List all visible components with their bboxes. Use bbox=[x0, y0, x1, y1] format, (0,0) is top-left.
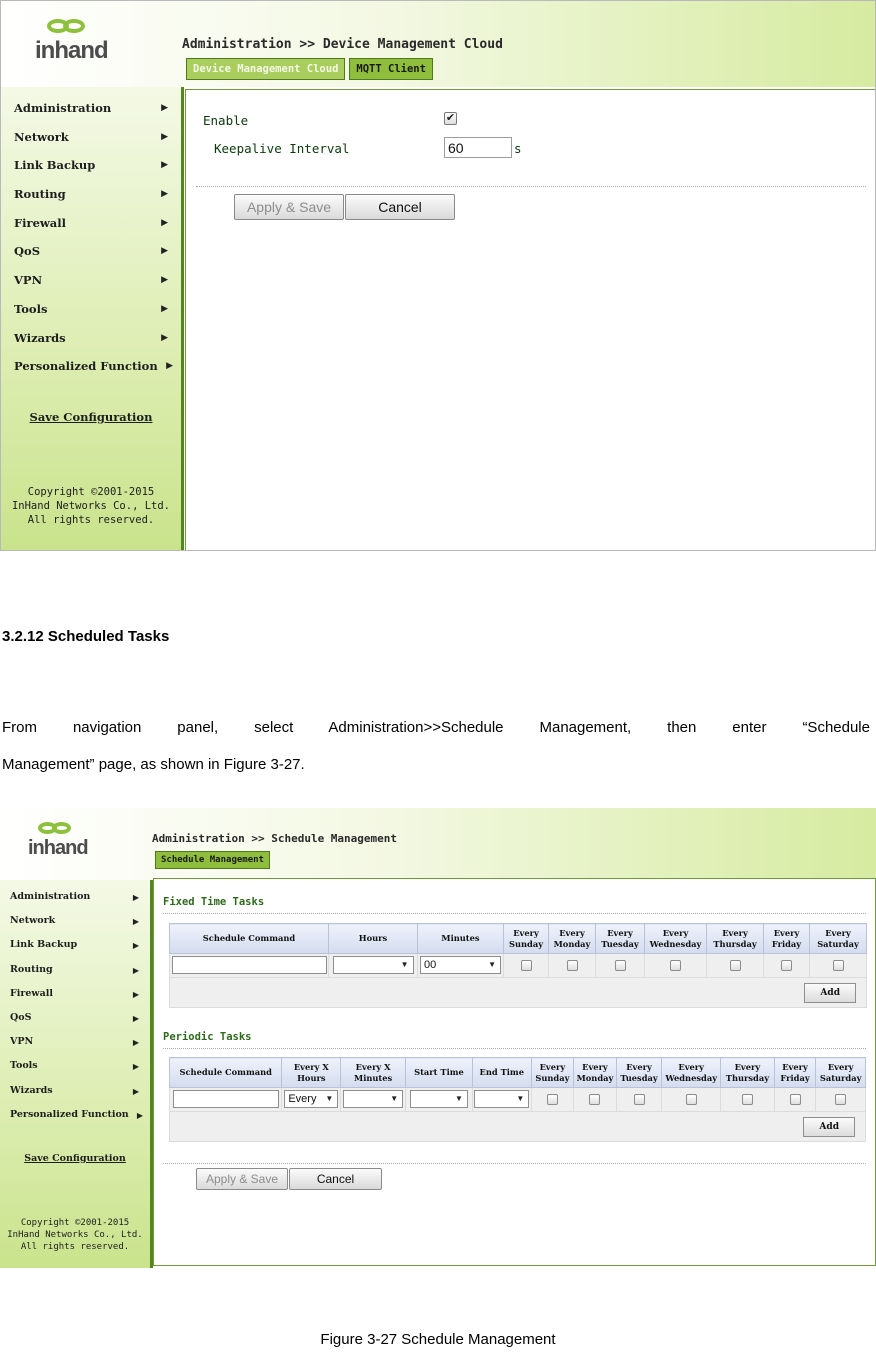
col-every-sunday: Every Sunday bbox=[504, 924, 549, 954]
every-wednesday-checkbox[interactable] bbox=[686, 1094, 697, 1105]
every-saturday-checkbox[interactable] bbox=[835, 1094, 846, 1105]
sidebar-item-network[interactable] bbox=[0, 909, 150, 933]
tab-device-management-cloud[interactable]: Device Management Cloud bbox=[186, 58, 345, 80]
col-every-friday: Every Friday bbox=[764, 924, 810, 954]
sidebar-item-firewall[interactable] bbox=[1, 209, 181, 238]
tab-bar bbox=[186, 58, 437, 80]
dropdown-arrow-icon: ▼ bbox=[390, 1094, 399, 1104]
save-configuration-link[interactable]: Save Configuration bbox=[29, 410, 153, 424]
every-thursday-checkbox[interactable] bbox=[730, 960, 741, 971]
sidebar-item-label: Network bbox=[10, 915, 56, 927]
paragraph-line: From navigation panel, select Administration>>Schedule Management, then enter “Schedule bbox=[2, 719, 870, 736]
hours-select[interactable] bbox=[333, 956, 414, 974]
col-every-wednesday: Every Wednesday bbox=[645, 924, 707, 954]
apply-save-button[interactable]: Apply & Save bbox=[234, 194, 344, 220]
caret-right-icon: ▶ bbox=[132, 964, 139, 975]
sidebar-item-label: Network bbox=[14, 129, 69, 144]
caret-right-icon: ▶ bbox=[132, 1085, 139, 1096]
sidebar-item-tools[interactable] bbox=[1, 295, 181, 324]
caret-right-icon: ▶ bbox=[161, 189, 168, 200]
sidebar-item-firewall[interactable] bbox=[0, 982, 150, 1006]
caret-right-icon: ▶ bbox=[161, 332, 168, 343]
sidebar-item-label: Tools bbox=[14, 301, 48, 316]
caret-right-icon: ▶ bbox=[161, 217, 168, 228]
sidebar-item-personalized-function[interactable] bbox=[0, 1103, 150, 1127]
breadcrumb: Administration >> Device Management Cloud bbox=[182, 37, 503, 52]
col-every-saturday: Every Saturday bbox=[810, 924, 867, 954]
every-friday-checkbox[interactable] bbox=[790, 1094, 801, 1105]
dropdown-arrow-icon: ▼ bbox=[400, 960, 409, 970]
dropdown-arrow-icon: ▼ bbox=[516, 1094, 525, 1104]
every-sunday-checkbox[interactable] bbox=[547, 1094, 558, 1105]
sidebar bbox=[0, 880, 153, 1268]
sidebar-item-label: Routing bbox=[10, 963, 53, 975]
table-header-row bbox=[170, 924, 867, 954]
logo-ring-icon bbox=[63, 19, 85, 33]
table-footer-row bbox=[170, 1112, 866, 1142]
sidebar-item-routing[interactable] bbox=[1, 180, 181, 209]
section-heading: 3.2.12 Scheduled Tasks bbox=[2, 628, 170, 645]
every-thursday-checkbox[interactable] bbox=[742, 1094, 753, 1105]
every-x-minutes-select[interactable] bbox=[343, 1090, 403, 1108]
sidebar-item-label: Routing bbox=[14, 187, 66, 202]
sidebar-item-network[interactable] bbox=[1, 123, 181, 152]
col-every-friday: Every Friday bbox=[774, 1058, 816, 1088]
sidebar-item-label: Tools bbox=[10, 1060, 38, 1072]
caret-right-icon: ▶ bbox=[132, 892, 139, 902]
tab-schedule-management[interactable]: Schedule Management bbox=[155, 851, 270, 869]
every-saturday-checkbox[interactable] bbox=[833, 960, 844, 971]
fixed-tasks-table bbox=[169, 923, 867, 1008]
copyright-line: Copyright ©2001-2015 bbox=[27, 486, 155, 498]
start-time-select[interactable] bbox=[410, 1090, 468, 1108]
table-header-row bbox=[170, 1058, 866, 1088]
every-tuesday-checkbox[interactable] bbox=[615, 960, 626, 971]
sidebar-item-link-backup[interactable] bbox=[0, 933, 150, 957]
sidebar-item-tools[interactable] bbox=[0, 1054, 150, 1078]
every-x-hours-select[interactable]: Every ▼ bbox=[284, 1090, 338, 1108]
sidebar-item-vpn[interactable] bbox=[0, 1030, 150, 1054]
end-time-select[interactable] bbox=[474, 1090, 529, 1108]
schedule-management-screenshot bbox=[0, 808, 876, 1268]
sidebar bbox=[1, 87, 184, 550]
inhand-logo bbox=[28, 820, 88, 868]
sidebar-item-wizards[interactable] bbox=[0, 1079, 150, 1103]
caret-right-icon: ▶ bbox=[161, 131, 168, 142]
caret-right-icon: ▶ bbox=[161, 246, 168, 257]
figure-caption: Figure 3-27 Schedule Management bbox=[320, 1331, 556, 1348]
sidebar-item-label: Firewall bbox=[14, 215, 66, 230]
table-row bbox=[170, 954, 867, 978]
sidebar-item-label: Personalized Function bbox=[14, 359, 158, 374]
sidebar-item-label: Administration bbox=[10, 891, 91, 902]
col-every-monday: Every Monday bbox=[574, 1058, 617, 1088]
sidebar-item-label: Firewall bbox=[10, 987, 53, 999]
periodic-tasks-title: Periodic Tasks bbox=[163, 1031, 252, 1043]
copyright bbox=[1, 485, 181, 528]
copyright-line: All rights reserved. bbox=[20, 1242, 130, 1253]
col-every-wednesday: Every Wednesday bbox=[662, 1058, 721, 1088]
divider bbox=[163, 1163, 866, 1164]
col-start-time: Start Time bbox=[406, 1058, 473, 1088]
header bbox=[0, 808, 876, 880]
device-management-cloud-screenshot bbox=[0, 0, 876, 551]
every-wednesday-checkbox[interactable] bbox=[670, 960, 681, 971]
breadcrumb: Administration >> Schedule Management bbox=[152, 832, 398, 845]
periodic-tasks-table bbox=[169, 1057, 866, 1142]
col-schedule-command: Schedule Command bbox=[170, 1058, 282, 1088]
col-every-tuesday: Every Tuesday bbox=[596, 924, 645, 954]
add-fixed-task-button[interactable]: Add bbox=[804, 983, 856, 1003]
dropdown-arrow-icon: ▼ bbox=[325, 1094, 334, 1104]
tab-bar bbox=[155, 851, 274, 869]
content-panel bbox=[153, 878, 876, 1266]
schedule-command-input[interactable] bbox=[173, 1090, 279, 1108]
logo-wordmark: inhand bbox=[28, 837, 88, 859]
enable-label: Enable bbox=[203, 113, 249, 128]
col-every-thursday: Every Thursday bbox=[721, 1058, 775, 1088]
header bbox=[1, 1, 875, 87]
add-periodic-task-button[interactable]: Add bbox=[803, 1117, 855, 1137]
sidebar-item-label: QoS bbox=[10, 1011, 32, 1023]
sidebar-item-administration[interactable] bbox=[0, 885, 150, 909]
table-footer-row bbox=[170, 978, 867, 1008]
col-every-x-minutes: Every X Minutes bbox=[341, 1058, 406, 1088]
divider bbox=[163, 1048, 866, 1049]
caret-right-icon: ▶ bbox=[161, 103, 168, 113]
sidebar-item-label: VPN bbox=[14, 273, 43, 288]
sidebar-item-routing[interactable] bbox=[0, 958, 150, 982]
sidebar-item-wizards[interactable] bbox=[1, 324, 181, 353]
cancel-button[interactable]: Cancel bbox=[345, 194, 455, 220]
every-tuesday-checkbox[interactable] bbox=[634, 1094, 645, 1105]
col-every-tuesday: Every Tuesday bbox=[616, 1058, 662, 1088]
dropdown-arrow-icon: ▼ bbox=[488, 960, 496, 970]
copyright-line: InHand Networks Co., Ltd. bbox=[7, 1230, 143, 1241]
caret-right-icon: ▶ bbox=[132, 1061, 139, 1072]
sidebar-item-label: VPN bbox=[10, 1036, 34, 1048]
col-minutes: Minutes bbox=[418, 924, 504, 954]
schedule-command-input[interactable] bbox=[172, 956, 327, 974]
caret-right-icon: ▶ bbox=[166, 361, 173, 372]
enable-checkbox[interactable] bbox=[444, 112, 457, 125]
caret-right-icon: ▶ bbox=[132, 916, 139, 927]
col-every-monday: Every Monday bbox=[549, 924, 596, 954]
tab-mqtt-client[interactable]: MQTT Client bbox=[349, 58, 433, 80]
col-every-saturday: Every Saturday bbox=[816, 1058, 866, 1088]
keepalive-unit: s bbox=[514, 141, 522, 156]
caret-right-icon: ▶ bbox=[136, 1109, 143, 1120]
col-hours: Hours bbox=[329, 924, 418, 954]
apply-save-button[interactable]: Apply & Save bbox=[196, 1168, 288, 1190]
every-monday-checkbox[interactable] bbox=[589, 1094, 600, 1105]
sidebar-item-vpn[interactable] bbox=[1, 266, 181, 295]
every-friday-checkbox[interactable] bbox=[781, 960, 792, 971]
logo-wordmark: inhand bbox=[35, 37, 108, 64]
caret-right-icon: ▶ bbox=[161, 160, 168, 171]
caret-right-icon: ▶ bbox=[161, 275, 168, 286]
save-configuration-link[interactable]: Save Configuration bbox=[24, 1153, 126, 1164]
cancel-button[interactable]: Cancel bbox=[289, 1168, 382, 1190]
caret-right-icon: ▶ bbox=[132, 940, 139, 951]
every-monday-checkbox[interactable] bbox=[567, 960, 578, 971]
col-every-x-hours: Every X Hours bbox=[282, 1058, 341, 1088]
sidebar-item-qos[interactable] bbox=[0, 1006, 150, 1030]
sidebar-item-label: Wizards bbox=[14, 330, 66, 345]
keepalive-interval-input[interactable] bbox=[444, 137, 512, 158]
caret-right-icon: ▶ bbox=[161, 303, 168, 314]
every-sunday-checkbox[interactable] bbox=[521, 960, 532, 971]
copyright-line: All rights reserved. bbox=[27, 514, 155, 527]
checkmark-icon: ✔ bbox=[445, 112, 456, 124]
col-every-thursday: Every Thursday bbox=[707, 924, 764, 954]
divider bbox=[163, 913, 866, 914]
sidebar-item-label: Personalized Function bbox=[10, 1108, 129, 1120]
minutes-select[interactable]: 00 ▼ bbox=[420, 956, 501, 974]
sidebar-item-personalized-function[interactable] bbox=[1, 352, 181, 381]
logo-ring-icon bbox=[52, 822, 71, 834]
fixed-tasks-title: Fixed Time Tasks bbox=[163, 896, 265, 908]
sidebar-item-label: Administration bbox=[14, 101, 112, 115]
sidebar-item-label: Link Backup bbox=[10, 939, 78, 951]
paragraph-line: Management” page, as shown in Figure 3-27. bbox=[2, 756, 305, 773]
caret-right-icon: ▶ bbox=[132, 988, 139, 999]
sidebar-item-label: QoS bbox=[14, 244, 40, 259]
caret-right-icon: ▶ bbox=[132, 1012, 139, 1023]
col-every-sunday: Every Sunday bbox=[531, 1058, 574, 1088]
keepalive-interval-label: Keepalive Interval bbox=[214, 141, 350, 156]
sidebar-item-administration[interactable] bbox=[1, 94, 181, 123]
sidebar-item-link-backup[interactable] bbox=[1, 151, 181, 180]
divider bbox=[196, 186, 866, 187]
inhand-logo bbox=[35, 17, 108, 71]
col-schedule-command: Schedule Command bbox=[170, 924, 329, 954]
sidebar-item-qos[interactable] bbox=[1, 237, 181, 266]
sidebar-item-label: Wizards bbox=[10, 1084, 53, 1096]
copyright-line: InHand Networks Co., Ltd. bbox=[11, 500, 171, 513]
content-panel bbox=[185, 89, 876, 551]
dropdown-arrow-icon: ▼ bbox=[455, 1094, 463, 1104]
caret-right-icon: ▶ bbox=[132, 1037, 139, 1048]
col-end-time: End Time bbox=[472, 1058, 531, 1088]
sidebar-item-label: Link Backup bbox=[14, 158, 96, 173]
table-row bbox=[170, 1088, 866, 1112]
copyright bbox=[0, 1217, 150, 1253]
copyright-line: Copyright ©2001-2015 bbox=[20, 1218, 130, 1228]
